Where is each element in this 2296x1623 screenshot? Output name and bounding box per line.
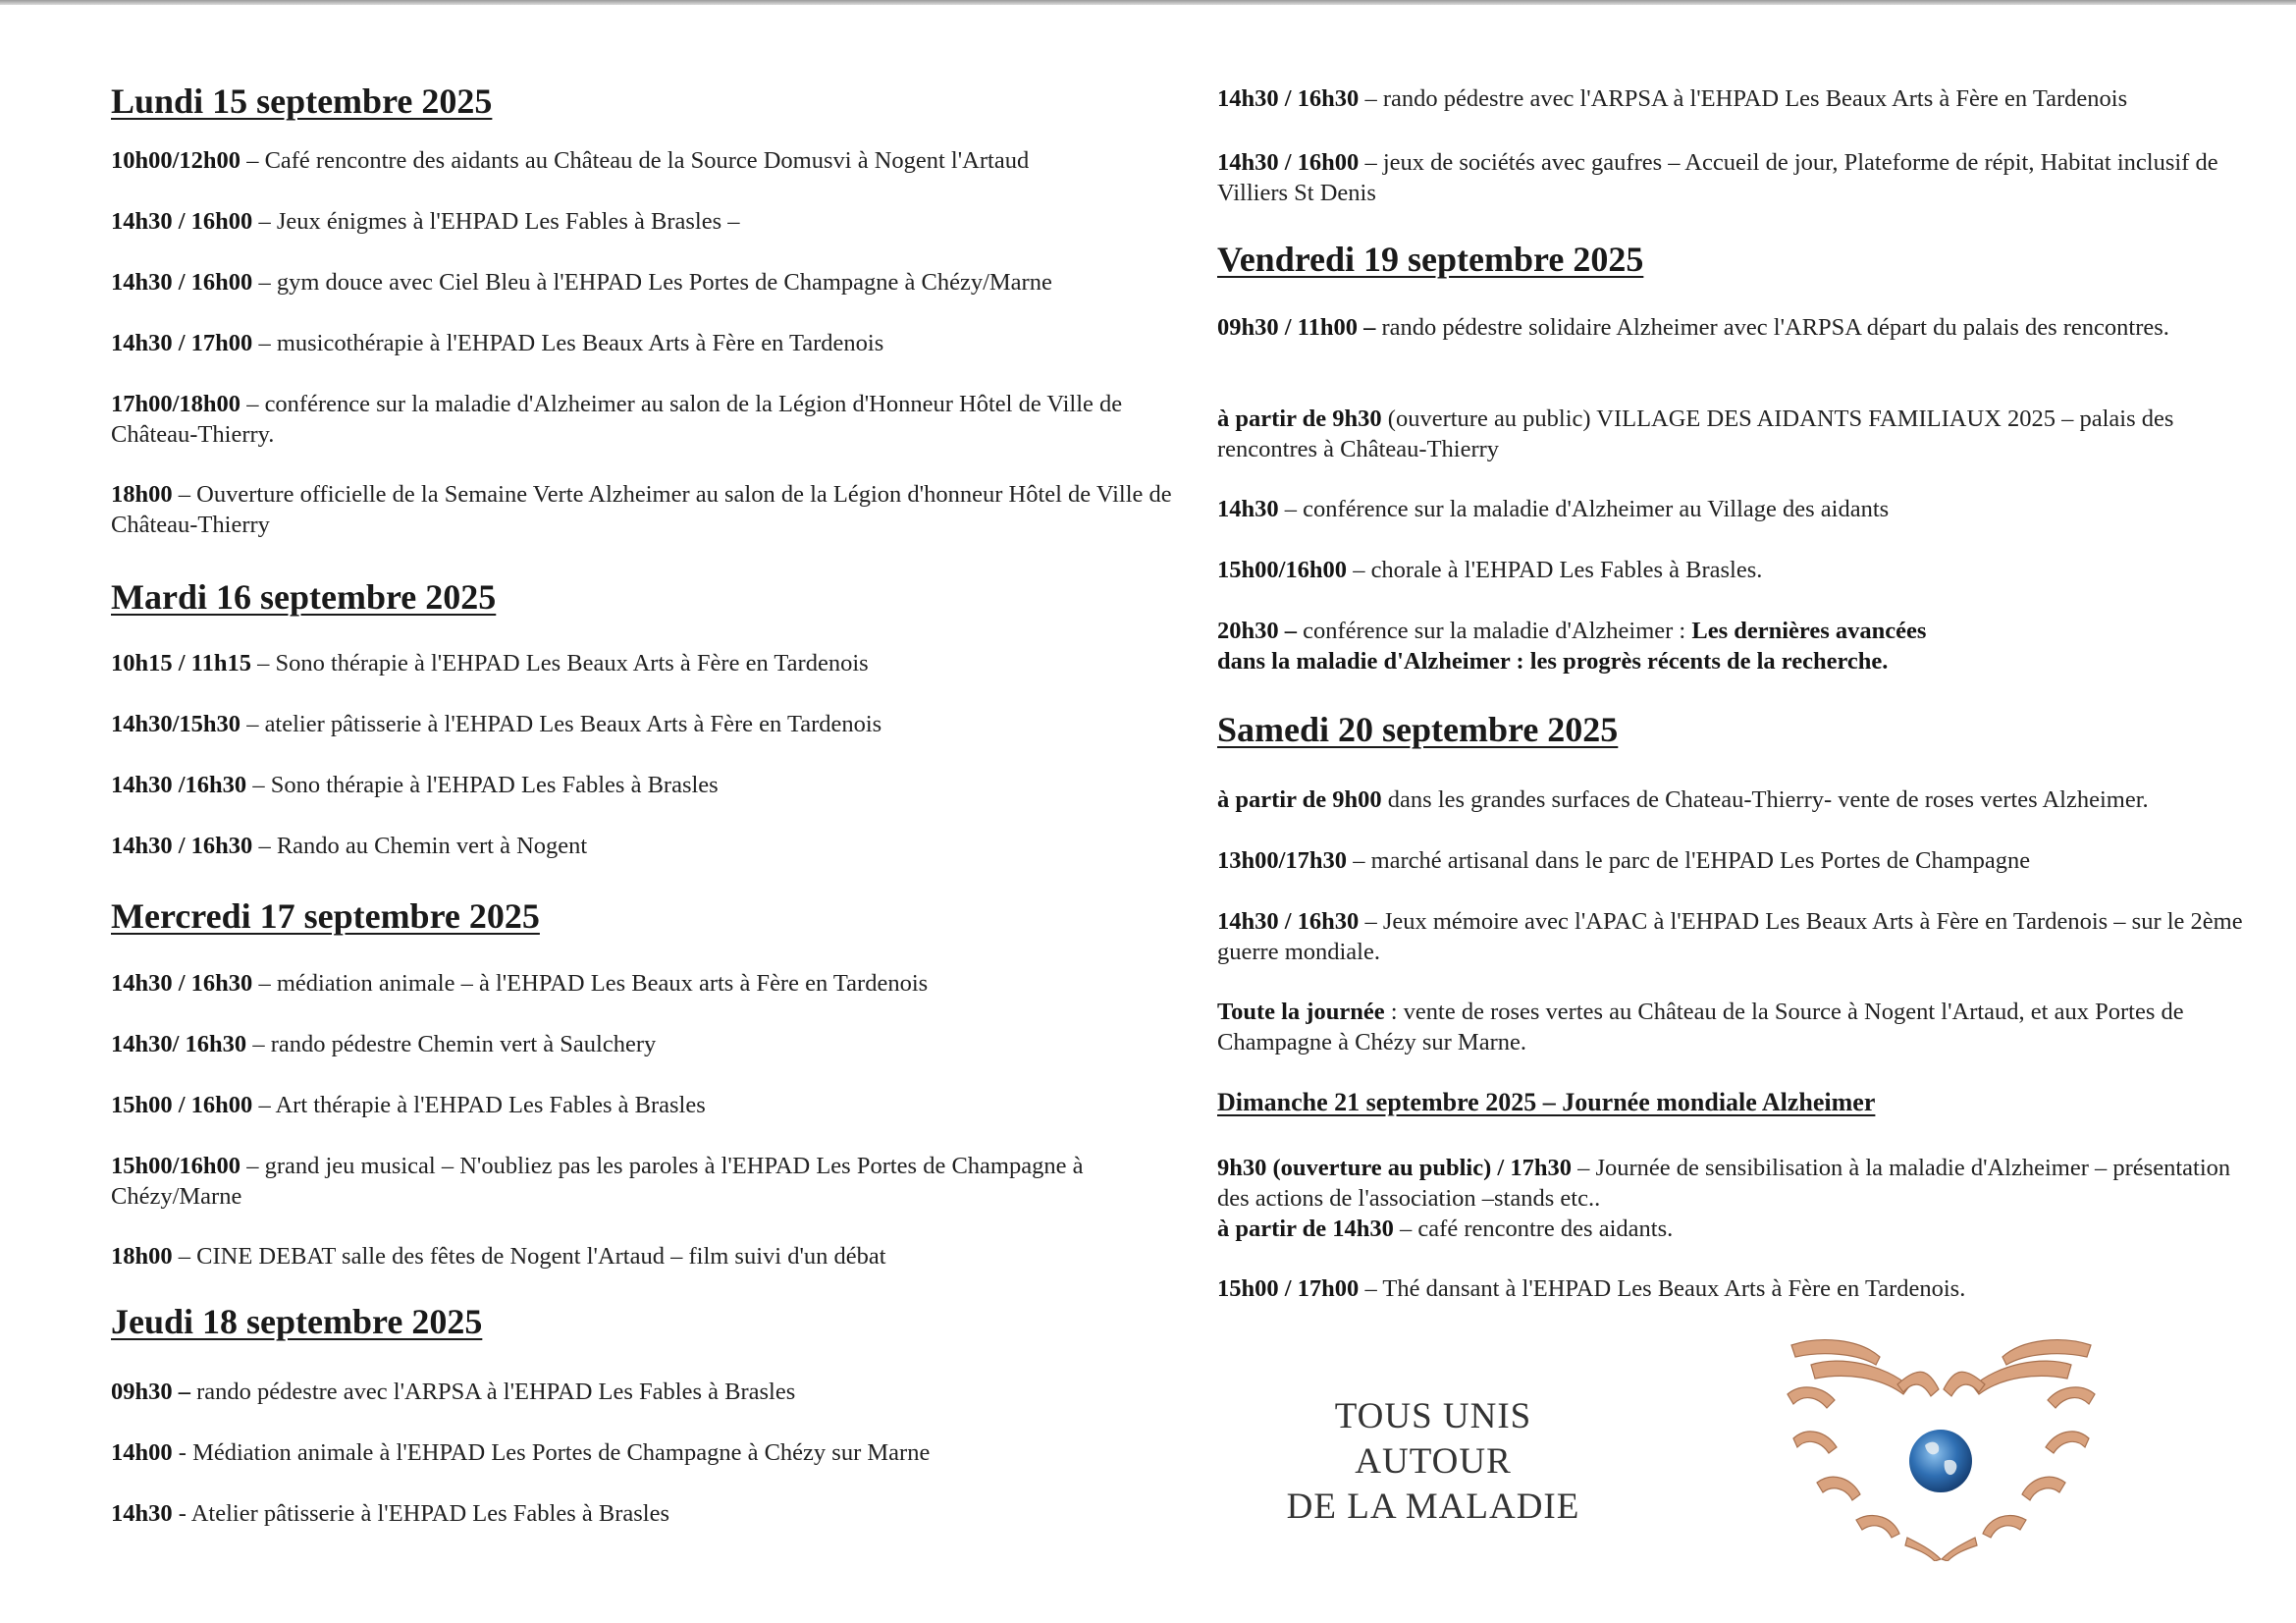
event-entry: 14h30 / 16h30 – Rando au Chemin vert à Nogent xyxy=(111,833,588,859)
event-entry: 14h30 - Atelier pâtisserie à l'EHPAD Les Fables à Brasles xyxy=(111,1500,669,1527)
event-entry: 17h00/18h00 – conférence sur la maladie d'Alzheimer au salon de la Légion d'Honneur Hôtel de Ville de Château-Thierry. xyxy=(111,391,1123,448)
slogan xyxy=(1266,1394,1600,1530)
scan-edge xyxy=(0,0,2296,5)
event-entry: 15h00/16h00 – chorale à l'EHPAD Les Fables à Brasles. xyxy=(1217,557,1763,583)
event-entry: 18h00 – Ouverture officielle de la Semaine Verte Alzheimer au salon de la Légion d'honneur Hôtel de Ville de Château-Thierry xyxy=(111,481,1172,538)
event-entry: 14h30 / 16h00 – Jeux énigmes à l'EHPAD Les Fables à Brasles – xyxy=(111,208,740,235)
event-entry: à partir de 14h30 – café rencontre des aidants. xyxy=(1217,1216,1674,1242)
event-entry: 09h30 / 11h00 – rando pédestre solidaire Alzheimer avec l'ARPSA départ du palais des rencontres. xyxy=(1217,314,2169,341)
day-title-friday: Vendredi 19 septembre 2025 xyxy=(1217,240,1644,279)
day-title-thursday: Jeudi 18 septembre 2025 xyxy=(111,1302,483,1341)
event-entry: 15h00 / 17h00 – Thé dansant à l'EHPAD Les Beaux Arts à Fère en Tardenois. xyxy=(1217,1275,1966,1302)
event-entry: 9h30 (ouverture au public) / 17h30 – Journée de sensibilisation à la maladie d'Alzheimer – présentation des actions de l'association –stands etc.. xyxy=(1217,1155,2231,1212)
event-entry: 14h30/15h30 – atelier pâtisserie à l'EHPAD Les Beaux Arts à Fère en Tardenois xyxy=(111,711,882,737)
day-title-sunday: Dimanche 21 septembre 2025 – Journée mondiale Alzheimer xyxy=(1217,1088,1876,1116)
event-entry: 10h00/12h00 – Café rencontre des aidants au Château de la Source Domusvi à Nogent l'Artaud xyxy=(111,147,1030,174)
slogan-line: AUTOUR xyxy=(1355,1441,1512,1482)
event-entry: 14h30 – conférence sur la maladie d'Alzheimer au Village des aidants xyxy=(1217,496,1890,522)
event-entry: Toute la journée : vente de roses vertes au Château de la Source à Nogent l'Artaud, et aux Portes de Champagne à Chézy sur Marne. xyxy=(1217,999,2184,1055)
event-entry: 14h30 / 16h30 – médiation animale – à l'EHPAD Les Beaux arts à Fère en Tardenois xyxy=(111,970,929,997)
event-entry: à partir de 9h30 (ouverture au public) VILLAGE DES AIDANTS FAMILIAUX 2025 – palais des rencontres à Château-Thierry xyxy=(1217,406,2174,462)
event-entry: 20h30 – conférence sur la maladie d'Alzheimer : Les dernières avancées dans la maladie d'Alzheimer : les progrès récents de la recherche. xyxy=(1217,618,1927,675)
event-entry: à partir de 9h00 dans les grandes surfaces de Chateau-Thierry- vente de roses vertes Alzheimer. xyxy=(1217,786,2149,813)
event-entry: 14h00 - Médiation animale à l'EHPAD Les Portes de Champagne à Chézy sur Marne xyxy=(111,1439,931,1466)
event-entry: 15h00/16h00 – grand jeu musical – N'oubliez pas les paroles à l'EHPAD Les Portes de Champagne à Chézy/Marne xyxy=(111,1153,1084,1210)
hands-heart-globe-icon xyxy=(1782,1335,2101,1561)
event-entry: 18h00 – CINE DEBAT salle des fêtes de Nogent l'Artaud – film suivi d'un débat xyxy=(111,1243,886,1270)
event-entry: 14h30 / 17h00 – musicothérapie à l'EHPAD Les Beaux Arts à Fère en Tardenois xyxy=(111,330,884,356)
event-entry: 14h30 / 16h00 – gym douce avec Ciel Bleu à l'EHPAD Les Portes de Champagne à Chézy/Marne xyxy=(111,269,1052,296)
earth-globe xyxy=(1909,1430,1972,1492)
event-entry: 10h15 / 11h15 – Sono thérapie à l'EHPAD Les Beaux Arts à Fère en Tardenois xyxy=(111,650,869,676)
event-entry: 15h00 / 16h00 – Art thérapie à l'EHPAD Les Fables à Brasles xyxy=(111,1092,706,1118)
event-entry: 14h30 / 16h30 – Jeux mémoire avec l'APAC à l'EHPAD Les Beaux Arts à Fère en Tardenois – sur le 2ème guerre mondiale. xyxy=(1217,908,2243,965)
slogan-line: DE LA MALADIE xyxy=(1286,1487,1580,1527)
day-title-wednesday: Mercredi 17 septembre 2025 xyxy=(111,896,540,936)
slogan-line: TOUS UNIS xyxy=(1334,1396,1532,1436)
event-entry: 14h30/ 16h30 – rando pédestre Chemin vert à Saulchery xyxy=(111,1031,657,1057)
event-entry: 14h30 / 16h30 – rando pédestre avec l'ARPSA à l'EHPAD Les Beaux Arts à Fère en Tardenois xyxy=(1217,85,2128,112)
event-entry: 09h30 – rando pédestre avec l'ARPSA à l'EHPAD Les Fables à Brasles xyxy=(111,1379,796,1405)
event-entry: 14h30 /16h30 – Sono thérapie à l'EHPAD Les Fables à Brasles xyxy=(111,772,719,798)
day-title-monday: Lundi 15 septembre 2025 xyxy=(111,81,493,121)
day-title-saturday: Samedi 20 septembre 2025 xyxy=(1217,710,1619,749)
day-title-tuesday: Mardi 16 septembre 2025 xyxy=(111,577,497,617)
event-entry: 14h30 / 16h00 – jeux de sociétés avec gaufres – Accueil de jour, Plateforme de répit, Habitat inclusif de Villiers St Denis xyxy=(1217,149,2218,206)
event-entry: 13h00/17h30 – marché artisanal dans le parc de l'EHPAD Les Portes de Champagne xyxy=(1217,847,2031,874)
